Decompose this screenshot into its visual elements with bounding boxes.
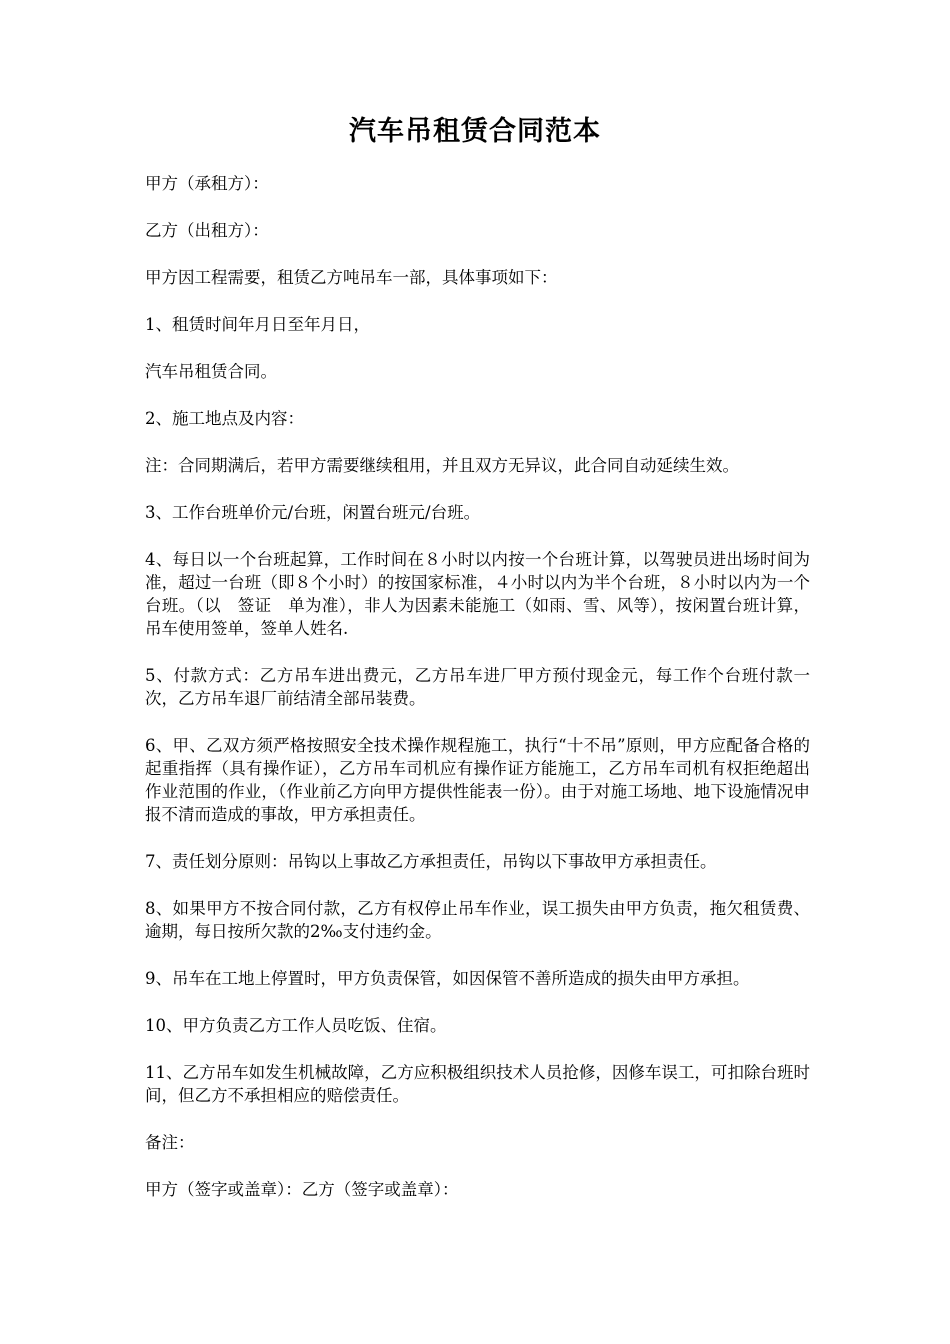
document-body bbox=[145, 172, 810, 1225]
paragraph-clause-8: 8、如果甲方不按合同付款，乙方有权停止吊车作业，误工损失由甲方负责，拖欠租赁费、逾期，每日按所欠款的2‰支付违约金。 bbox=[145, 899, 810, 941]
paragraph-clause-1: 1、租赁时间年月日至年月日， bbox=[145, 315, 370, 334]
paragraph-clause-2: 2、施工地点及内容： bbox=[145, 409, 304, 428]
paragraph-note: 注：合同期满后，若甲方需要继续租用，并且双方无异议，此合同自动延续生效。 bbox=[145, 456, 739, 475]
paragraph-clause-9: 9、吊车在工地上停置时，甲方负责保管，如因保管不善所造成的损失由甲方承担。 bbox=[145, 969, 750, 988]
paragraph-party-a: 甲方（承租方）： bbox=[145, 174, 269, 193]
paragraph-intro: 甲方因工程需要，租赁乙方吨吊车一部，具体事项如下： bbox=[145, 268, 558, 287]
paragraph-party-b: 乙方（出租方）： bbox=[145, 221, 269, 240]
paragraph-clause-6: 6、甲、乙双方须严格按照安全技术操作规程施工，执行“十不吊”原则，甲方应配备合格的起重指挥（具有操作证），乙方吊车司机应有操作证方能施工，乙方吊车司机有权拒绝超出作业范围的作业，（作业前乙方向甲方提供性能表一份）。由于对施工场地、地下设施情况申报不清而造成的事故，甲方承担责任。 bbox=[145, 736, 810, 824]
document-title: 汽车吊租赁合同范本 bbox=[349, 116, 601, 147]
paragraph-signatures: 甲方（签字或盖章）：乙方（签字或盖章）： bbox=[145, 1180, 459, 1199]
paragraph-remarks: 备注： bbox=[145, 1133, 195, 1152]
paragraph-clause-7: 7、责任划分原则：吊钩以上事故乙方承担责任，吊钩以下事故甲方承担责任。 bbox=[145, 852, 717, 871]
paragraph-clause-10: 10、甲方负责乙方工作人员吃饭、住宿。 bbox=[145, 1016, 447, 1035]
paragraph-contract-name: 汽车吊租赁合同。 bbox=[145, 362, 277, 381]
paragraph-clause-3: 3、工作台班单价元/台班，闲置台班元/台班。 bbox=[145, 503, 481, 522]
paragraph-clause-5: 5、付款方式：乙方吊车进出费元，乙方吊车进厂甲方预付现金元，每工作个台班付款一次，乙方吊车退厂前结清全部吊装费。 bbox=[145, 666, 810, 708]
paragraph-clause-11: 11、乙方吊车如发生机械故障，乙方应积极组织技术人员抢修，因修车误工，可扣除台班时间，但乙方不承担相应的赔偿责任。 bbox=[145, 1063, 810, 1105]
paragraph-clause-4: 4、每日以一个台班起算，工作时间在８小时以内按一个台班计算，以驾驶员进出场时间为准，超过一台班（即８个小时）的按国家标准，４小时以内为半个台班，８小时以内为一个台班。（以 签证 单为准），非人为因素未能施工（如雨、雪、风等），按闲置台班计算，吊车使用签单，签单人姓名. bbox=[145, 550, 810, 638]
